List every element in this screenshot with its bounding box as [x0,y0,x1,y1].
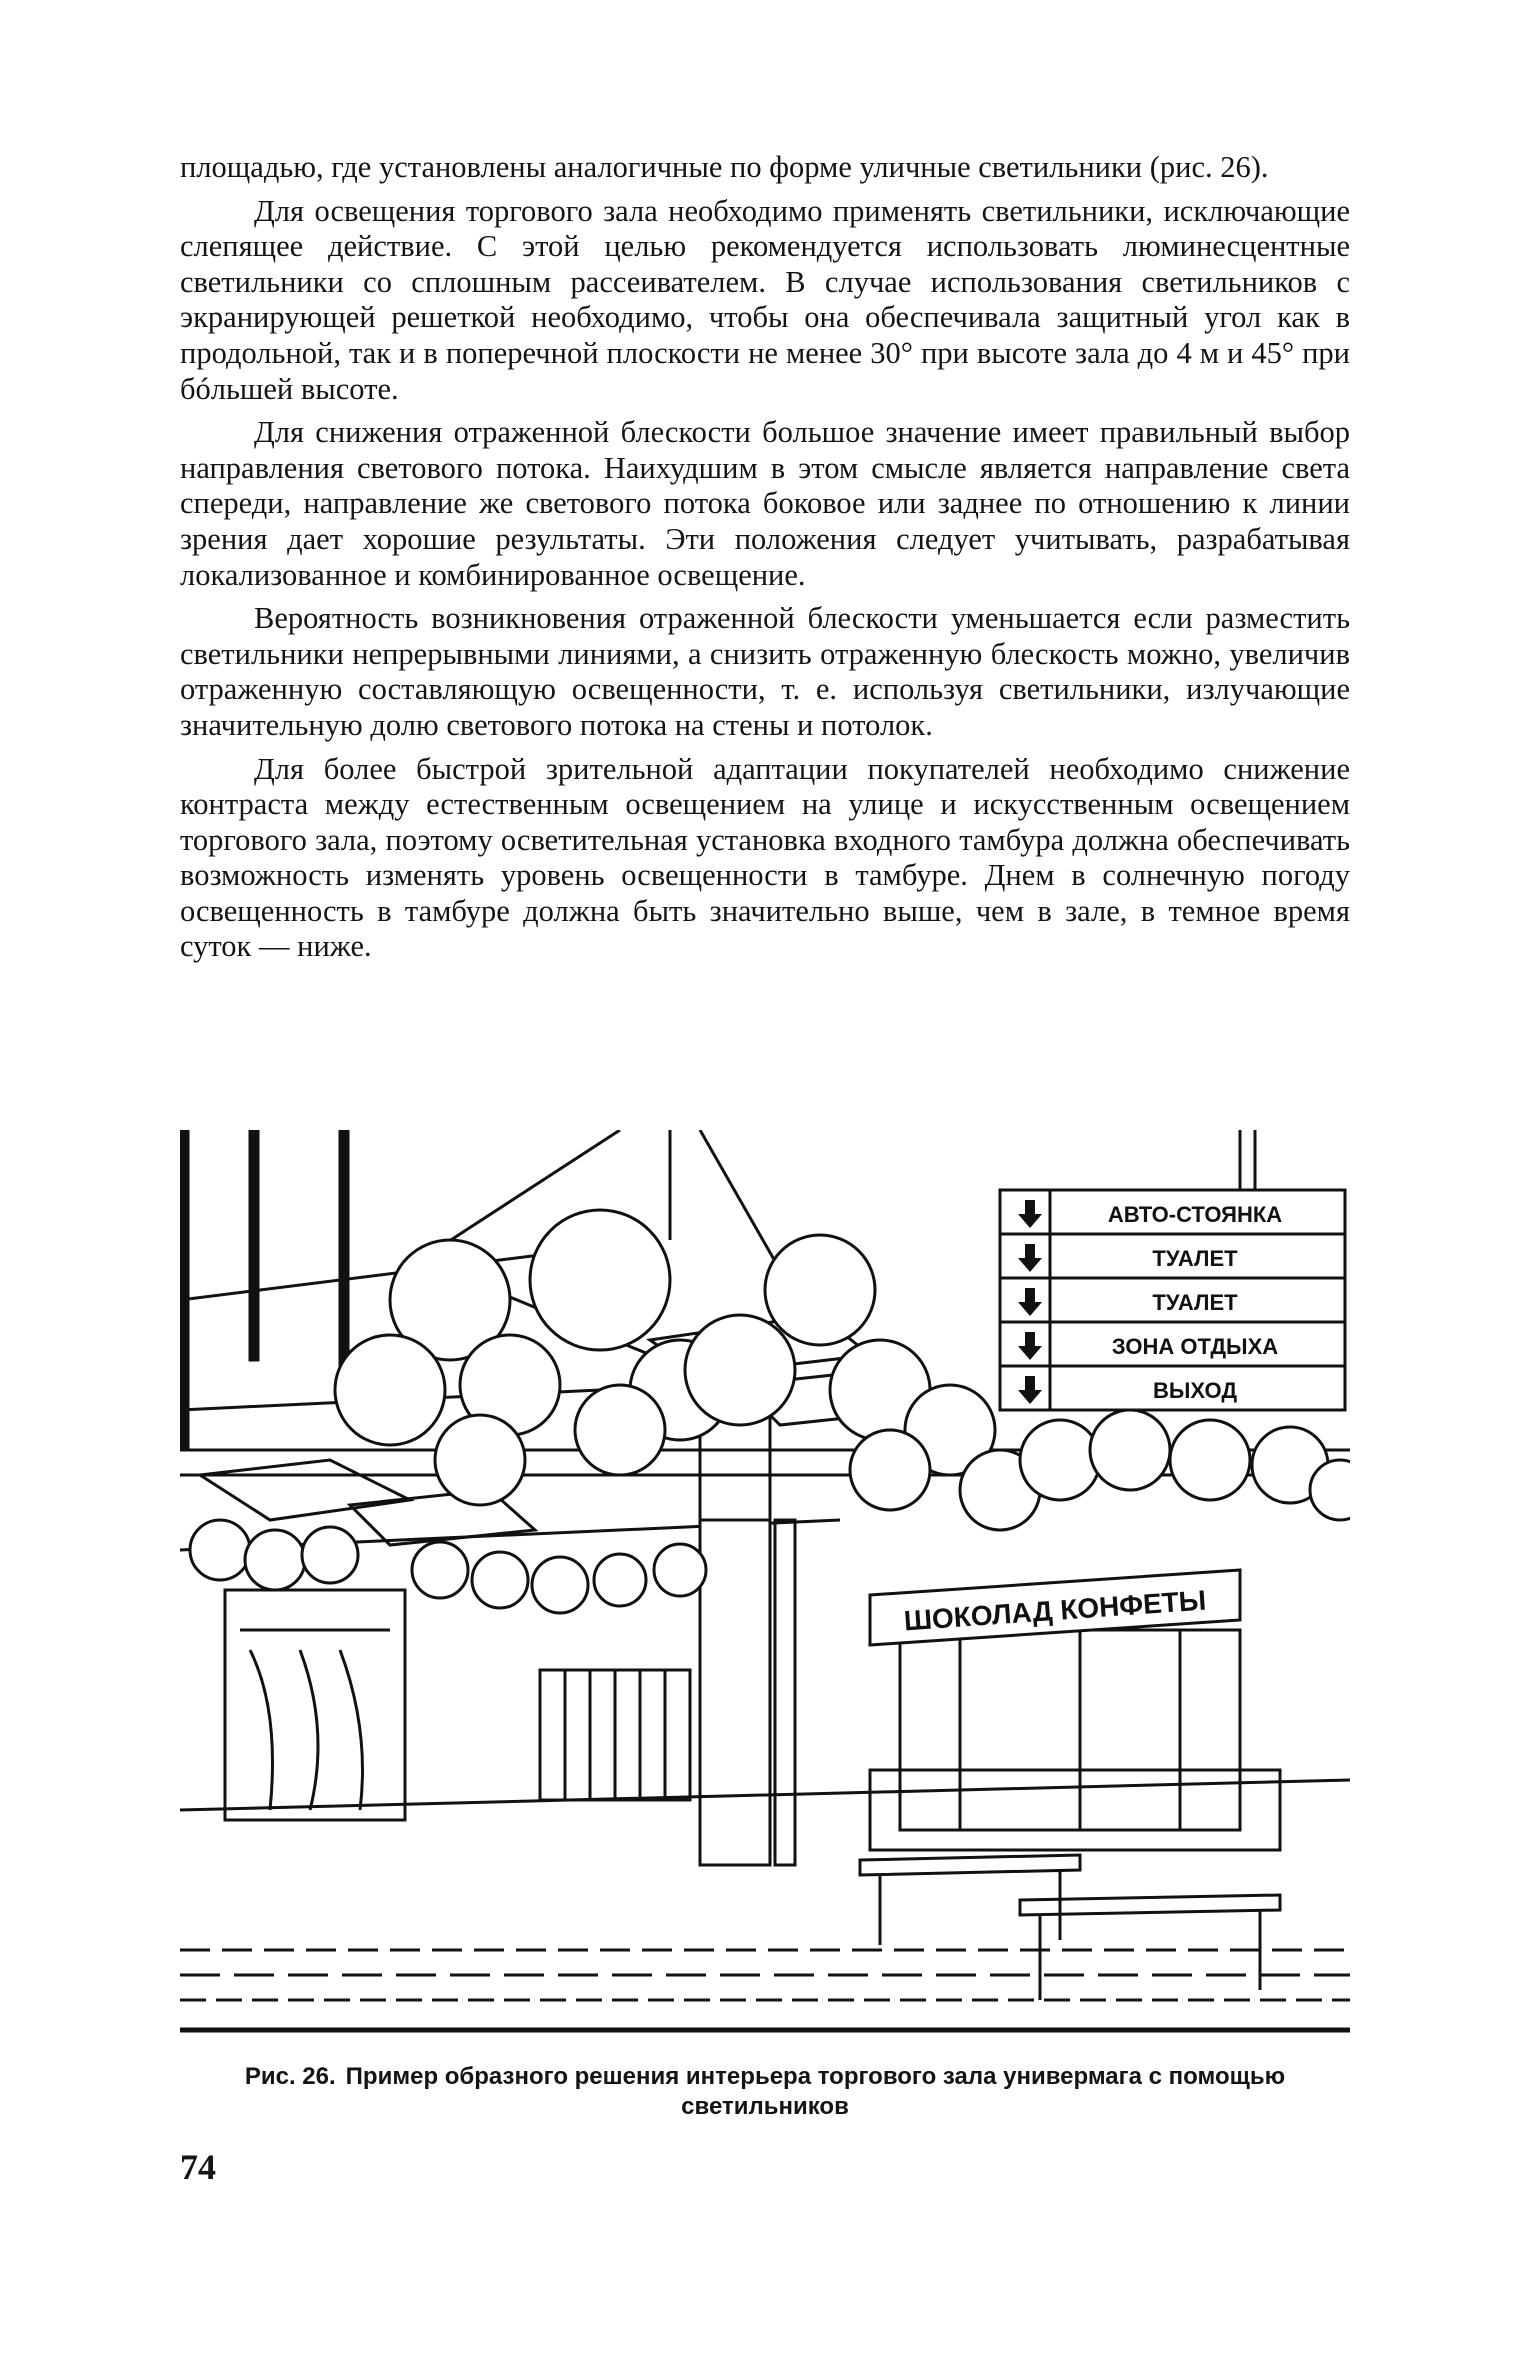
sign-rest-zone: ЗОНА ОТДЫХА [1111,1334,1279,1359]
sign-exit: ВЫХОД [1152,1378,1238,1403]
page-number: 74 [180,2147,216,2187]
paragraph-3: Для снижения отраженной блескости большое значение имеет правильный выбор направления светового потока. Наихудшим в этом смысле является направление света спереди, направление же светового потока боковое или заднее по отношению к линии зрения дает хорошие результаты. Эти положения следует учитывать, разрабатывая локализованное и комбинированное освещение. [180,415,1350,592]
caption-text: Пример образного решения интерьера торгового зала универмага с помощью светильников [345,2063,1286,2120]
paragraph-1: площадью, где установлены аналогичные по форме уличные светильники (рис. 26). [180,150,1269,184]
caption-number: Рис. 26. [244,2063,336,2090]
body-text [180,150,1350,973]
paragraph-4: Вероятность возникновения отраженной блескости уменьшается если разместить светильники непрерывными линиями, а снизить отраженную блескость можно, увеличив отраженную составляющую освещенности, т. е. используя светильники, излучающие значительную долю светового потока на стены и потолок. [180,601,1350,742]
sign-toilet-2: ТУАЛЕТ [1152,1290,1238,1315]
paragraph-5: Для более быстрой зрительной адаптации покупателей необходимо снижение контраста между естественным освещением на улице и искусственным освещением торгового зала, поэтому осветительная установка входного тамбура должна обеспечивать возможность изменять уровень освещенности в тамбуре. Днем в солнечную погоду освещенность в тамбуре должна быть значительно выше, чем в зале, в темное время суток — ниже. [180,751,1350,964]
shop-sign [870,1570,1240,1645]
paragraph-2: Для освещения торгового зала необходимо применять светильники, исключающие слепящее действие. С этой целью рекомендуется использовать люминесцентные светильники со сплошным рассеивателем. В случае использования светильников с экранирующей решеткой необходимо, чтобы она обеспечивала защитный угол как в продольной, так и в поперечной плоскости не менее 30° при высоте зала до 4 м и 45° при бóльшей высоте. [180,193,1350,406]
figure-caption [180,2062,1350,2122]
direction-signs [1000,1190,1345,1410]
sign-toilet-1: ТУАЛЕТ [1152,1246,1238,1271]
sign-parking: АВТО-СТОЯНКА [1107,1202,1283,1227]
figure-26-illustration [180,1130,1350,2040]
shop-sign-text: ШОКОЛАД КОНФЕТЫ [902,1584,1208,1637]
